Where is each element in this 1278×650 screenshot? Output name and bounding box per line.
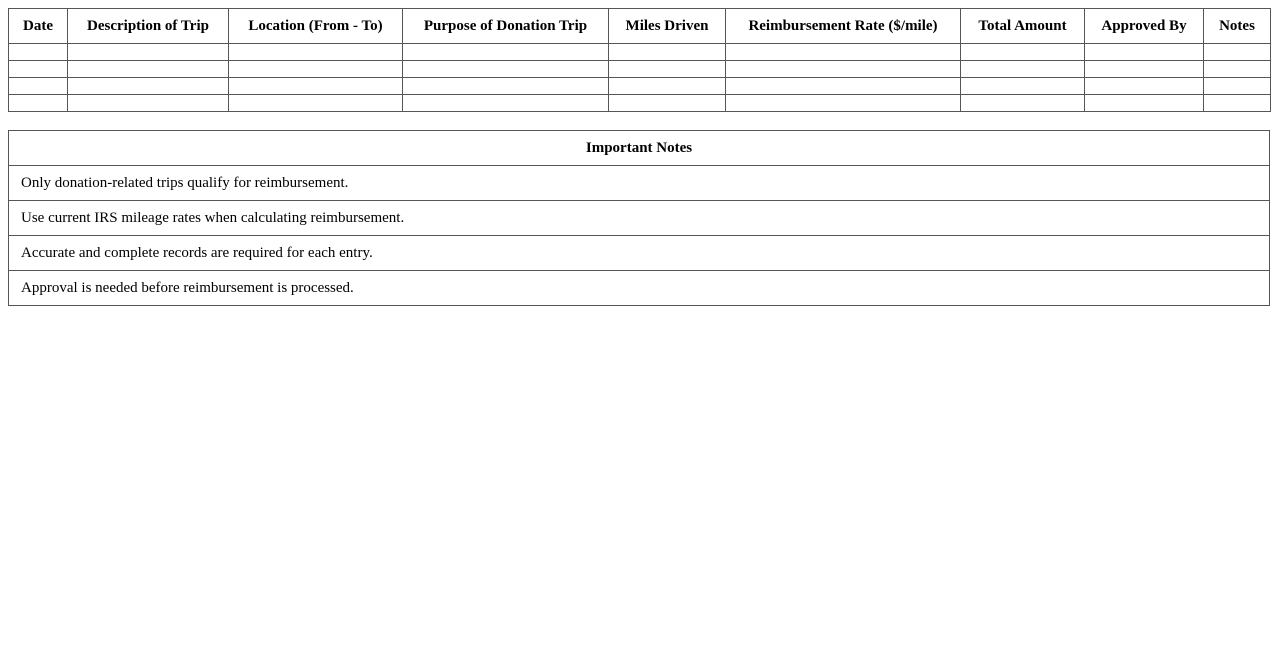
table-cell[interactable] bbox=[961, 78, 1085, 95]
table-cell[interactable] bbox=[403, 44, 609, 61]
table-cell[interactable] bbox=[1204, 44, 1271, 61]
table-cell[interactable] bbox=[1204, 95, 1271, 112]
note-row bbox=[9, 201, 1270, 236]
table-cell[interactable] bbox=[68, 95, 229, 112]
table-row bbox=[9, 95, 1271, 112]
column-header-total: Total Amount bbox=[961, 9, 1085, 44]
page-content bbox=[8, 8, 1270, 306]
column-header-miles: Miles Driven bbox=[609, 9, 726, 44]
table-cell[interactable] bbox=[609, 61, 726, 78]
table-cell[interactable] bbox=[229, 95, 403, 112]
table-cell[interactable] bbox=[9, 78, 68, 95]
note-item: Accurate and complete records are required for each entry. bbox=[9, 236, 1270, 271]
table-row bbox=[9, 44, 1271, 61]
note-row bbox=[9, 271, 1270, 306]
table-cell[interactable] bbox=[68, 44, 229, 61]
table-cell[interactable] bbox=[961, 95, 1085, 112]
table-cell[interactable] bbox=[609, 44, 726, 61]
column-header-notes: Notes bbox=[1204, 9, 1271, 44]
column-header-rate: Reimbursement Rate ($/mile) bbox=[726, 9, 961, 44]
note-item: Only donation-related trips qualify for reimbursement. bbox=[9, 166, 1270, 201]
table-cell[interactable] bbox=[9, 44, 68, 61]
table-cell[interactable] bbox=[726, 61, 961, 78]
column-header-approved-by: Approved By bbox=[1085, 9, 1204, 44]
table-cell[interactable] bbox=[229, 61, 403, 78]
column-header-date: Date bbox=[9, 9, 68, 44]
table-cell[interactable] bbox=[726, 78, 961, 95]
table-cell[interactable] bbox=[1204, 61, 1271, 78]
table-cell[interactable] bbox=[609, 78, 726, 95]
column-header-description: Description of Trip bbox=[68, 9, 229, 44]
table-cell[interactable] bbox=[68, 78, 229, 95]
table-cell[interactable] bbox=[403, 95, 609, 112]
note-row bbox=[9, 236, 1270, 271]
table-cell[interactable] bbox=[1085, 95, 1204, 112]
notes-title: Important Notes bbox=[9, 131, 1270, 166]
note-item: Approval is needed before reimbursement is processed. bbox=[9, 271, 1270, 306]
mileage-log-table bbox=[8, 8, 1271, 112]
table-cell[interactable] bbox=[961, 61, 1085, 78]
important-notes-table bbox=[8, 130, 1270, 306]
note-item: Use current IRS mileage rates when calculating reimbursement. bbox=[9, 201, 1270, 236]
table-cell[interactable] bbox=[403, 61, 609, 78]
column-header-location: Location (From - To) bbox=[229, 9, 403, 44]
notes-header-row bbox=[9, 131, 1270, 166]
table-cell[interactable] bbox=[9, 95, 68, 112]
table-cell[interactable] bbox=[1204, 78, 1271, 95]
table-cell[interactable] bbox=[9, 61, 68, 78]
table-cell[interactable] bbox=[961, 44, 1085, 61]
table-cell[interactable] bbox=[68, 61, 229, 78]
table-cell[interactable] bbox=[1085, 44, 1204, 61]
table-cell[interactable] bbox=[229, 44, 403, 61]
table-cell[interactable] bbox=[609, 95, 726, 112]
table-header-row bbox=[9, 9, 1271, 44]
table-cell[interactable] bbox=[1085, 61, 1204, 78]
table-row bbox=[9, 78, 1271, 95]
table-row bbox=[9, 61, 1271, 78]
table-cell[interactable] bbox=[726, 95, 961, 112]
note-row bbox=[9, 166, 1270, 201]
table-cell[interactable] bbox=[1085, 78, 1204, 95]
column-header-purpose: Purpose of Donation Trip bbox=[403, 9, 609, 44]
table-cell[interactable] bbox=[403, 78, 609, 95]
table-cell[interactable] bbox=[229, 78, 403, 95]
table-cell[interactable] bbox=[726, 44, 961, 61]
